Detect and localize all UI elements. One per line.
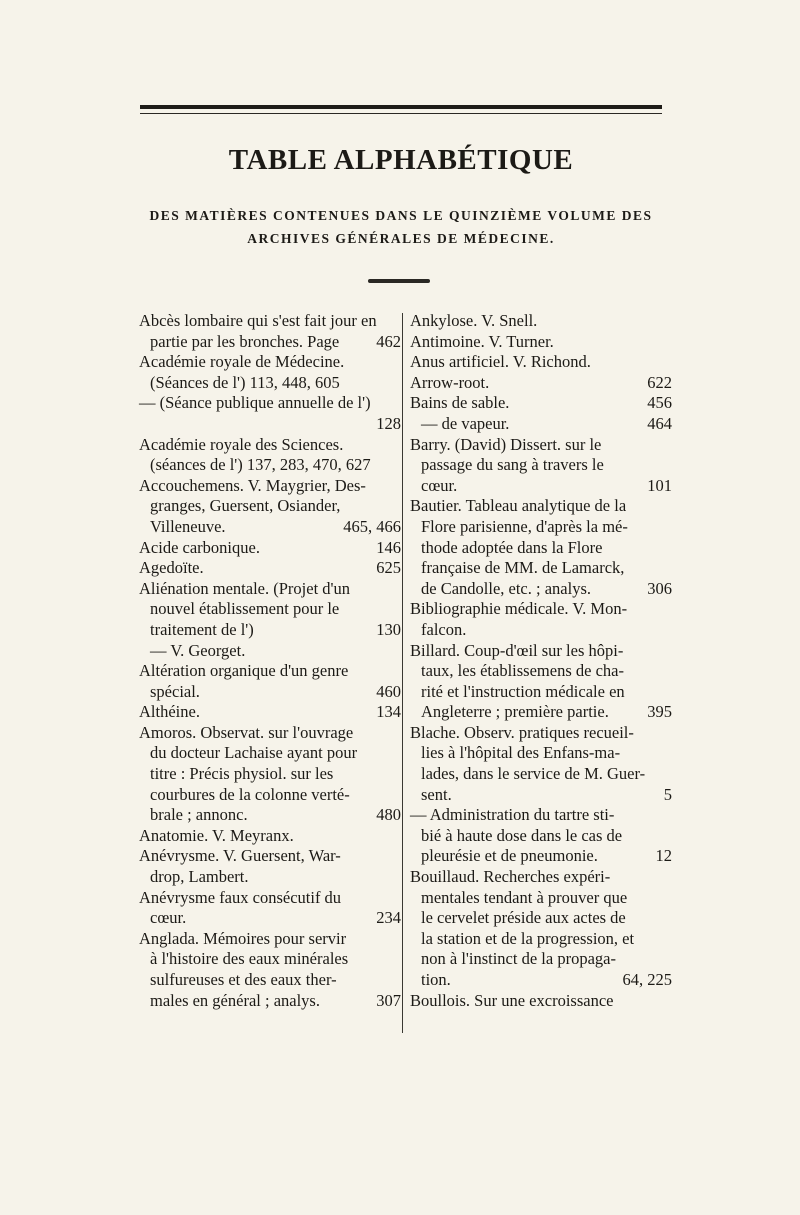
index-entry-text: (Séances de l') 113, 448, 605 xyxy=(150,372,340,392)
index-entry-text: Antimoine. V. Turner. xyxy=(410,331,554,351)
index-entry-text: Billard. Coup-d'œil sur les hôpi- xyxy=(410,640,624,660)
index-line xyxy=(139,352,401,373)
index-line xyxy=(410,579,672,600)
index-entry-text: Aliénation mentale. (Projet d'un xyxy=(139,578,351,598)
index-entry-text: Barry. (David) Dissert. sur le xyxy=(410,434,602,454)
index-entry-text: du docteur Lachaise ayant pour xyxy=(150,743,358,763)
index-line xyxy=(410,661,672,682)
index-entry-text: Académie royale des Sciences. xyxy=(139,434,344,454)
index-entry-text: de Candolle, etc. ; analys. xyxy=(421,578,591,598)
page-number: 64, 225 xyxy=(622,970,672,989)
index-line xyxy=(410,785,672,806)
index-entry-text: Anglada. Mémoires pour servir xyxy=(139,928,347,948)
index-entry-text: — (Séance publique annuelle de l') xyxy=(139,393,371,413)
index-line xyxy=(410,867,672,888)
index-line xyxy=(139,888,401,909)
index-line xyxy=(410,641,672,662)
index-line xyxy=(139,970,401,991)
index-line xyxy=(139,867,401,888)
index-entry-text: Anévrysme. V. Guersent, War- xyxy=(139,846,341,866)
index-line xyxy=(410,764,672,785)
index-line xyxy=(410,888,672,909)
index-entry-text: Abcès lombaire qui s'est fait jour en xyxy=(139,311,377,330)
index-entry-text: le cervelet préside aux actes de xyxy=(421,908,626,928)
index-entry-text: sent. xyxy=(421,784,452,804)
index-entry-text: courbures de la colonne verté- xyxy=(150,784,350,804)
index-line xyxy=(410,455,672,476)
index-line xyxy=(410,743,672,764)
index-line xyxy=(410,352,672,373)
column-divider xyxy=(402,313,403,1033)
index-entry-text: — de vapeur. xyxy=(421,413,510,433)
index-entry-text: Acide carbonique. xyxy=(139,537,260,557)
index-line xyxy=(410,311,672,332)
index-line xyxy=(410,949,672,970)
index-entry-text: à l'histoire des eaux minérales xyxy=(150,949,349,969)
index-line xyxy=(410,805,672,826)
page-number: 134 xyxy=(376,702,401,722)
index-line xyxy=(410,682,672,703)
index-entry-text: Arrow-root. xyxy=(410,372,490,392)
index-entry-text: Althéine. xyxy=(139,702,200,722)
index-line xyxy=(139,991,401,1012)
index-entry-text: Anévrysme faux consécutif du xyxy=(139,887,342,907)
index-entry-text: cœur. xyxy=(421,475,458,495)
index-line xyxy=(410,435,672,456)
index-line xyxy=(139,373,401,394)
index-entry-text: drop, Lambert. xyxy=(150,867,249,887)
subtitle-line-2: ARCHIVES GÉNÉRALES DE MÉDECINE. xyxy=(247,231,555,246)
index-line xyxy=(139,620,401,641)
index-line xyxy=(139,743,401,764)
index-line xyxy=(410,929,672,950)
index-line xyxy=(139,496,401,517)
right-index-column xyxy=(410,311,672,1011)
index-line xyxy=(139,311,401,332)
index-line xyxy=(139,908,401,929)
index-line xyxy=(139,558,401,579)
page-number: 146 xyxy=(376,537,401,557)
page-number: 464 xyxy=(647,413,672,433)
index-line xyxy=(410,373,672,394)
index-line xyxy=(410,702,672,723)
index-entry-text: Blache. Observ. pratiques recueil- xyxy=(410,722,634,742)
index-entry-text: partie par les bronches. Page xyxy=(150,331,340,351)
index-entry-text: Bains de sable. xyxy=(410,393,510,413)
index-line xyxy=(410,826,672,847)
index-entry-text: la station et de la progression, et xyxy=(421,928,635,948)
index-entry-text: passage du sang à travers le xyxy=(421,455,604,475)
index-entry-text: — Administration du tartre sti- xyxy=(410,805,615,825)
thin-rule xyxy=(140,113,662,114)
index-line xyxy=(139,414,401,435)
index-line xyxy=(139,805,401,826)
page-number: 622 xyxy=(647,372,672,392)
ornament-rule xyxy=(368,279,430,283)
index-entry-text: taux, les établissemens de cha- xyxy=(421,661,624,681)
index-line xyxy=(410,414,672,435)
index-line xyxy=(139,785,401,806)
page-number: 306 xyxy=(647,578,672,598)
index-line xyxy=(410,846,672,867)
page-number: 460 xyxy=(376,681,401,701)
index-line xyxy=(139,435,401,456)
index-entry-text: rité et l'instruction médicale en xyxy=(421,681,625,701)
page-number: 128 xyxy=(376,413,401,433)
index-line xyxy=(139,517,401,538)
index-entry-text: traitement de l') xyxy=(150,619,254,639)
index-line xyxy=(139,929,401,950)
index-line xyxy=(410,538,672,559)
index-entry-text: bié à haute dose dans le cas de xyxy=(421,825,623,845)
index-entry-text: Amoros. Observat. sur l'ouvrage xyxy=(139,722,354,742)
index-line xyxy=(410,620,672,641)
index-entry-text: falcon. xyxy=(421,619,467,639)
top-double-rule xyxy=(140,103,662,117)
page-number: 307 xyxy=(376,990,401,1010)
index-entry-text: Bouillaud. Recherches expéri- xyxy=(410,867,611,887)
index-entry-text: Bibliographie médicale. V. Mon- xyxy=(410,599,628,619)
page-number: 480 xyxy=(376,805,401,825)
index-entry-text: thode adoptée dans la Flore xyxy=(421,537,603,557)
index-line xyxy=(139,723,401,744)
index-entry-text: Ankylose. V. Snell. xyxy=(410,311,538,330)
index-entry-text: pleurésie et de pneumonie. xyxy=(421,846,598,866)
page-number: 456 xyxy=(647,393,672,413)
index-line xyxy=(139,579,401,600)
page-subtitle xyxy=(140,204,662,250)
index-entry-text: Anatomie. V. Meyranx. xyxy=(139,825,294,845)
index-entry-text: non à l'instinct de la propaga- xyxy=(421,949,616,969)
index-entry-text: brale ; annonc. xyxy=(150,805,248,825)
index-line xyxy=(139,764,401,785)
page-number: 101 xyxy=(647,475,672,495)
index-entry-text: cœur. xyxy=(150,908,187,928)
page-number: 5 xyxy=(663,784,672,804)
index-line xyxy=(139,538,401,559)
index-line xyxy=(410,496,672,517)
index-line xyxy=(139,826,401,847)
index-entry-text: Bautier. Tableau analytique de la xyxy=(410,496,627,516)
page-number: 130 xyxy=(376,619,401,639)
index-entry-text: titre : Précis physiol. sur les xyxy=(150,764,334,784)
index-entry-text: lades, dans le service de M. Guer- xyxy=(421,764,646,784)
index-line xyxy=(139,661,401,682)
page-number: 625 xyxy=(376,558,401,578)
index-line xyxy=(139,702,401,723)
index-entry-text: — V. Georget. xyxy=(150,640,246,660)
index-line xyxy=(410,393,672,414)
index-line xyxy=(139,393,401,414)
index-entry-text: nouvel établissement pour le xyxy=(150,599,340,619)
index-line xyxy=(139,455,401,476)
index-entry-text: (séances de l') 137, 283, 470, 627 xyxy=(150,455,371,475)
index-entry-text: Flore parisienne, d'après la mé- xyxy=(421,516,628,536)
page-number: 12 xyxy=(655,846,672,866)
index-line xyxy=(410,517,672,538)
index-line xyxy=(139,641,401,662)
page-number: 234 xyxy=(376,908,401,928)
index-line xyxy=(410,332,672,353)
index-entry-text: Angleterre ; première partie. xyxy=(421,702,609,722)
index-line xyxy=(410,991,672,1012)
index-line xyxy=(139,846,401,867)
index-entry-text: tion. xyxy=(421,970,451,989)
index-line xyxy=(410,599,672,620)
index-line xyxy=(410,908,672,929)
index-entry-text: Boullois. Sur une excroissance xyxy=(410,990,614,1010)
page-number: 395 xyxy=(647,702,672,722)
index-entry-text: Anus artificiel. V. Richond. xyxy=(410,352,591,372)
index-entry-text: Académie royale de Médecine. xyxy=(139,352,345,372)
page-number: 462 xyxy=(376,331,401,351)
index-entry-text: Villeneuve. xyxy=(150,516,226,536)
index-entry-text: granges, Guersent, Osiander, xyxy=(150,496,341,516)
thick-rule xyxy=(140,105,662,109)
index-entry-text: française de MM. de Lamarck, xyxy=(421,558,625,578)
index-entry-text: spécial. xyxy=(150,681,200,701)
index-entry-text: sulfureuses et des eaux ther- xyxy=(150,970,337,989)
page-title: TABLE ALPHABÉTIQUE xyxy=(228,144,574,176)
index-line xyxy=(139,949,401,970)
page-number: 465, 466 xyxy=(343,516,401,536)
subtitle-line-1: DES MATIÈRES CONTENUES DANS LE QUINZIÈME VOLUME DES xyxy=(149,208,653,223)
index-line xyxy=(410,476,672,497)
index-line xyxy=(139,332,401,353)
index-line xyxy=(139,476,401,497)
left-index-column xyxy=(139,311,401,1011)
index-line xyxy=(139,599,401,620)
index-line xyxy=(139,682,401,703)
index-line xyxy=(410,723,672,744)
index-entry-text: males en général ; analys. xyxy=(150,990,320,1010)
index-entry-text: Altération organique d'un genre xyxy=(139,661,349,681)
index-entry-text: lies à l'hôpital des Enfans-ma- xyxy=(421,743,621,763)
index-line xyxy=(410,970,672,991)
index-line xyxy=(410,558,672,579)
index-entry-text: Accouchemens. V. Maygrier, Des- xyxy=(139,475,366,495)
index-entry-text: mentales tendant à prouver que xyxy=(421,887,628,907)
index-entry-text: Agedoïte. xyxy=(139,558,204,578)
